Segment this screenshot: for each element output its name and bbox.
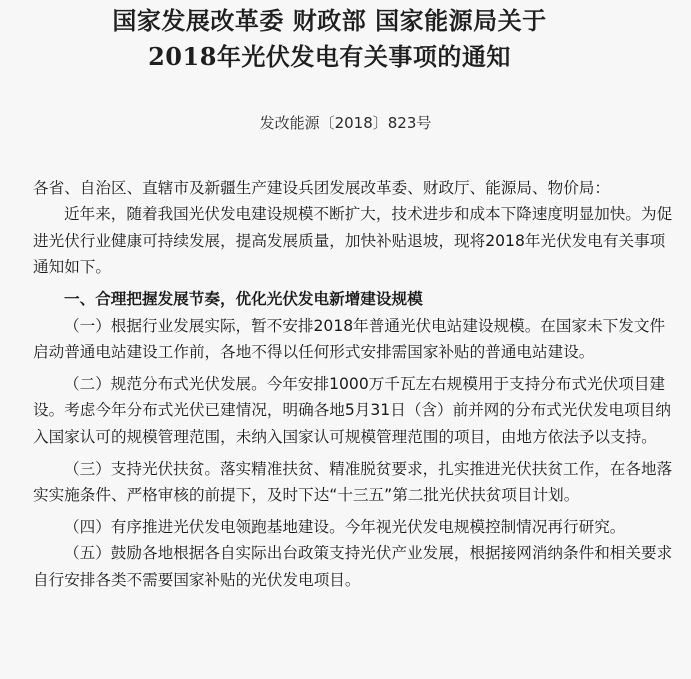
- document-number: 发改能源〔2018〕823号: [259, 114, 432, 132]
- item-3-paragraph: （三）支持光伏扶贫。落实精准扶贫、精准脱贫要求，扎实推进光伏扶贫工作，在各地落实实施条件、严格审核的前提下，及时下达“十三五”第二批光伏扶贫项目计划。: [33, 459, 673, 504]
- item-5-paragraph: （五）鼓励各地根据各自实际出台政策支持光伏产业发展，根据接网消纳条件和相关要求自行安排各类不需要国家补贴的光伏发电项目。: [33, 544, 673, 589]
- title-line-1: 国家发展改革委 财政部 国家能源局关于: [112, 6, 547, 35]
- item-1-paragraph: （一）根据行业发展实际，暂不安排2018年普通光伏电站建设规模。在国家未下发文件启动普通电站建设工作前，各地不得以任何形式安排需国家补贴的普通电站建设。: [33, 316, 666, 361]
- item-2-paragraph: （二）规范分布式光伏发展。今年安排1000万千瓦左右规模用于支持分布式光伏项目建设。考虑今年分布式光伏已建情况，明确各地5月31日（含）前并网的分布式光伏发电项目纳入国家认可的规模管理范围，未纳入国家认可规模管理范围的项目，由地方依法予以支持。: [33, 374, 671, 446]
- item-4-paragraph: （四）有序推进光伏发电领跑基地建设。今年视光伏发电规模控制情况再行研究。: [64, 517, 626, 536]
- intro-paragraph: 近年来，随着我国光伏发电建设规模不断扩大，技术进步和成本下降速度明显加快。为促进光伏行业健康可持续发展，提高发展质量，加快补贴退坡，现将2018年光伏发电有关事项通知如下。: [33, 205, 673, 277]
- document-body: [33, 175, 673, 593]
- title-line-2: 2018年光伏发电有关事项的通知: [148, 42, 511, 71]
- document-title: [0, 0, 659, 75]
- salutation: 各省、自治区、直辖市及新疆生产建设兵团发展改革委、财政厅、能源局、物价局：: [33, 179, 610, 197]
- section-1-heading: 一、合理把握发展节奏，优化光伏发电新增建设规模: [64, 290, 423, 309]
